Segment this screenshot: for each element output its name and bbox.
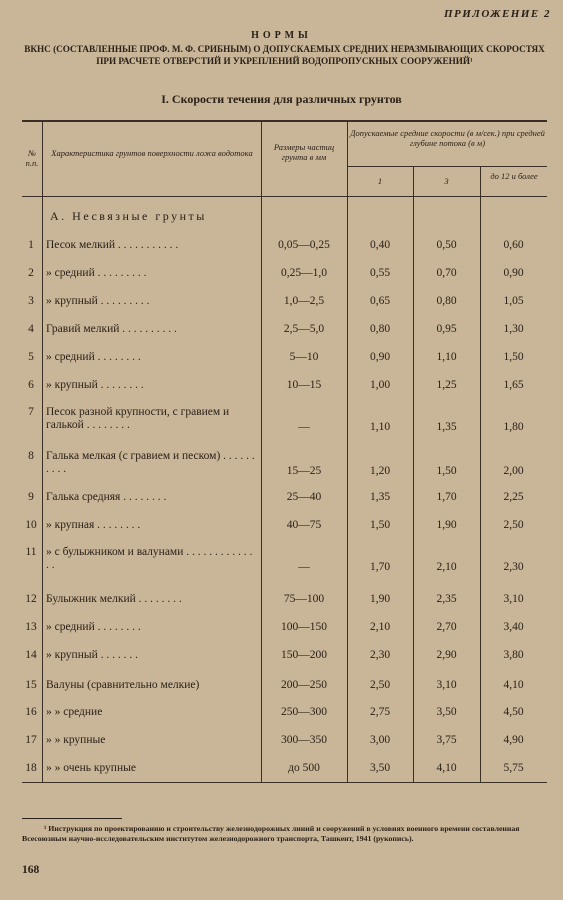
row-velocity-depth-3: 2,90 [436, 649, 457, 661]
row-velocity-depth-12: 0,60 [503, 239, 524, 251]
row-velocity-depth-1: 0,40 [369, 239, 391, 251]
row-particle-size: 2,5—5,0 [283, 323, 325, 335]
row-velocity-depth-12: 2,30 [503, 561, 524, 573]
row-velocity-depth-3: 2,70 [436, 621, 457, 633]
row-velocity-depth-1: 1,90 [369, 593, 391, 605]
row-number: 7 [28, 406, 34, 418]
group-heading: А. Несвязные грунты [50, 209, 207, 223]
row-number: 16 [25, 706, 37, 718]
row-velocity-depth-1: 2,30 [369, 649, 391, 661]
row-velocity-depth-1: 1,20 [369, 465, 391, 477]
row-description: » » средние [46, 706, 103, 718]
row-velocity-depth-12: 2,25 [503, 491, 524, 503]
row-velocity-depth-12: 1,80 [503, 421, 524, 433]
row-velocity-depth-3: 0,70 [436, 267, 457, 279]
row-velocity-depth-1: 0,90 [369, 351, 391, 363]
row-velocity-depth-3: 0,80 [436, 295, 457, 307]
row-velocity-depth-3: 3,50 [436, 706, 457, 718]
row-velocity-depth-3: 3,10 [436, 679, 457, 691]
row-velocity-depth-12: 4,90 [503, 734, 524, 746]
row-number: 10 [25, 519, 37, 531]
row-velocity-depth-12: 3,40 [503, 621, 524, 633]
row-velocity-depth-3: 1,35 [436, 421, 457, 433]
footnote: ¹ Инструкция по проектированию и строительству железнодорожных линий и сооружений в условиях военного времени составленная Всесоюзным научно-исследовательским институтом железнодорожного транспорта, Ташкент, 1941 (рукопись). [22, 824, 520, 843]
row-particle-size: 0,05—0,25 [278, 239, 330, 251]
header-index: № п.п. [25, 148, 39, 168]
header-split-rule [347, 166, 547, 167]
row-number: 6 [28, 379, 34, 391]
row-particle-size: 75—100 [283, 593, 325, 605]
row-number: 12 [25, 593, 37, 605]
section-title: I. Скорости течения для различных грунтов [161, 92, 402, 106]
row-velocity-depth-3: 0,95 [436, 323, 457, 335]
row-description: Валуны (сравнительно мелкие) [46, 679, 200, 691]
row-velocity-depth-3: 1,70 [436, 491, 457, 503]
row-description: » средний . . . . . . . . . [46, 267, 147, 279]
row-velocity-depth-3: 2,35 [436, 593, 457, 605]
header-velocity: Допускаемые средние скорости (в м/сек.) при средней глубине потока (в м) [350, 128, 545, 148]
row-description: Галька мелкая (с гравием и песком) . . . . . . . . . . [46, 450, 255, 475]
row-velocity-depth-1: 2,75 [369, 706, 391, 718]
row-number: 14 [25, 649, 37, 661]
row-particle-size: — [298, 561, 310, 573]
footnote-rule [22, 818, 122, 819]
row-particle-size: 1,0—2,5 [283, 295, 325, 307]
row-number: 1 [28, 239, 34, 251]
row-particle-size: 300—350 [281, 734, 327, 746]
row-description: » крупный . . . . . . . [46, 649, 138, 661]
row-description: » крупный . . . . . . . . . [46, 295, 150, 307]
row-velocity-depth-12: 3,80 [503, 649, 524, 661]
column-rule-1 [42, 120, 43, 782]
row-velocity-depth-3: 1,90 [436, 519, 457, 531]
row-particle-size: 100—150 [281, 621, 327, 633]
header-size: Размеры частиц грунта в мм [273, 142, 335, 162]
row-velocity-depth-1: 1,00 [369, 379, 391, 391]
row-velocity-depth-1: 0,80 [369, 323, 391, 335]
row-velocity-depth-3: 2,10 [436, 561, 457, 573]
table-bottom-rule [22, 782, 547, 783]
row-velocity-depth-12: 4,50 [503, 706, 524, 718]
row-velocity-depth-1: 2,50 [369, 679, 391, 691]
row-number: 3 [28, 295, 34, 307]
row-velocity-depth-12: 1,65 [503, 379, 524, 391]
row-description: Гравий мелкий . . . . . . . . . . [46, 323, 177, 335]
row-velocity-depth-12: 1,05 [503, 295, 524, 307]
document-title: НОРМЫ [251, 30, 312, 41]
row-description: » крупный . . . . . . . . [46, 379, 144, 391]
row-particle-size: 200—250 [281, 679, 327, 691]
row-number: 2 [28, 267, 34, 279]
row-velocity-depth-12: 2,00 [503, 465, 524, 477]
row-particle-size: 5—10 [289, 351, 319, 363]
row-description: » крупная . . . . . . . . [46, 519, 141, 531]
row-particle-size: 25—40 [286, 491, 322, 503]
row-velocity-depth-12: 1,30 [503, 323, 524, 335]
row-velocity-depth-12: 3,10 [503, 593, 524, 605]
row-particle-size: 40—75 [286, 519, 322, 531]
row-description: Галька средняя . . . . . . . . [46, 491, 167, 503]
table-top-rule [22, 120, 547, 122]
row-velocity-depth-1: 3,50 [369, 762, 391, 774]
header-depth-1: 1 [377, 176, 383, 186]
row-velocity-depth-3: 1,50 [436, 465, 457, 477]
row-velocity-depth-1: 1,70 [369, 561, 391, 573]
row-number: 11 [25, 546, 37, 558]
row-particle-size: до 500 [288, 762, 320, 774]
row-velocity-depth-1: 1,35 [369, 491, 391, 503]
row-number: 17 [25, 734, 37, 746]
row-description: » с булыжником и валунами . . . . . . . . . . . . . . [46, 546, 253, 571]
row-number: 4 [28, 323, 34, 335]
row-description: » средний . . . . . . . . [46, 621, 141, 633]
row-velocity-depth-1: 3,00 [369, 734, 391, 746]
row-number: 8 [28, 450, 34, 462]
row-velocity-depth-3: 4,10 [436, 762, 457, 774]
row-description: » » очень крупные [46, 762, 136, 774]
row-number: 15 [25, 679, 37, 691]
appendix-label: ПРИЛОЖЕНИЕ 2 [443, 8, 551, 20]
row-number: 5 [28, 351, 34, 363]
header-description: Характеристика грунтов поверхности ложа водотока [51, 148, 253, 158]
row-velocity-depth-12: 4,10 [503, 679, 524, 691]
header-depth-3: 3 [444, 176, 449, 186]
row-description: » средний . . . . . . . . [46, 351, 141, 363]
row-particle-size: 10—15 [286, 379, 322, 391]
document-subtitle: ВКНС (СОСТАВЛЕННЫЕ ПРОФ. М. Ф. СРИБНЫМ) О ДОПУСКАЕМЫХ СРЕДНИХ НЕРАЗМЫВАЮЩИХ СКОРОСТЯХ ПРИ РАСЧЕТЕ ОТВЕРСТИЙ И УКРЕПЛЕНИЙ ВОДОПРОПУСКНЫХ СООРУЖЕНИЙ¹ [24, 44, 545, 66]
row-particle-size: 150—200 [281, 649, 327, 661]
row-number: 13 [25, 621, 37, 633]
row-velocity-depth-3: 3,75 [436, 734, 457, 746]
row-description: » » крупные [46, 734, 106, 746]
row-velocity-depth-3: 1,10 [436, 351, 457, 363]
row-velocity-depth-12: 2,50 [503, 519, 524, 531]
row-velocity-depth-1: 1,50 [369, 519, 391, 531]
row-description: Песок разной крупности, с гравием и галькой . . . . . . . . [46, 406, 230, 431]
row-description: Булыжник мелкий . . . . . . . . [46, 593, 182, 605]
row-description: Песок мелкий . . . . . . . . . . . [46, 239, 179, 251]
row-velocity-depth-1: 2,10 [369, 621, 391, 633]
row-velocity-depth-12: 0,90 [503, 267, 524, 279]
row-particle-size: — [298, 421, 310, 433]
row-velocity-depth-1: 1,10 [369, 421, 391, 433]
row-velocity-depth-3: 1,25 [436, 379, 457, 391]
row-particle-size: 15—25 [286, 465, 322, 477]
row-velocity-depth-12: 5,75 [503, 762, 524, 774]
row-particle-size: 0,25—1,0 [281, 267, 327, 279]
header-bottom-rule [22, 196, 547, 197]
row-number: 9 [28, 491, 34, 503]
page-number: 168 [22, 864, 40, 876]
header-depth-12: до 12 и более [490, 171, 538, 181]
row-velocity-depth-3: 0,50 [436, 239, 457, 251]
row-velocity-depth-1: 0,65 [369, 295, 391, 307]
row-number: 18 [25, 762, 37, 774]
row-velocity-depth-1: 0,55 [369, 267, 391, 279]
row-particle-size: 250—300 [281, 706, 327, 718]
row-velocity-depth-12: 1,50 [503, 351, 524, 363]
